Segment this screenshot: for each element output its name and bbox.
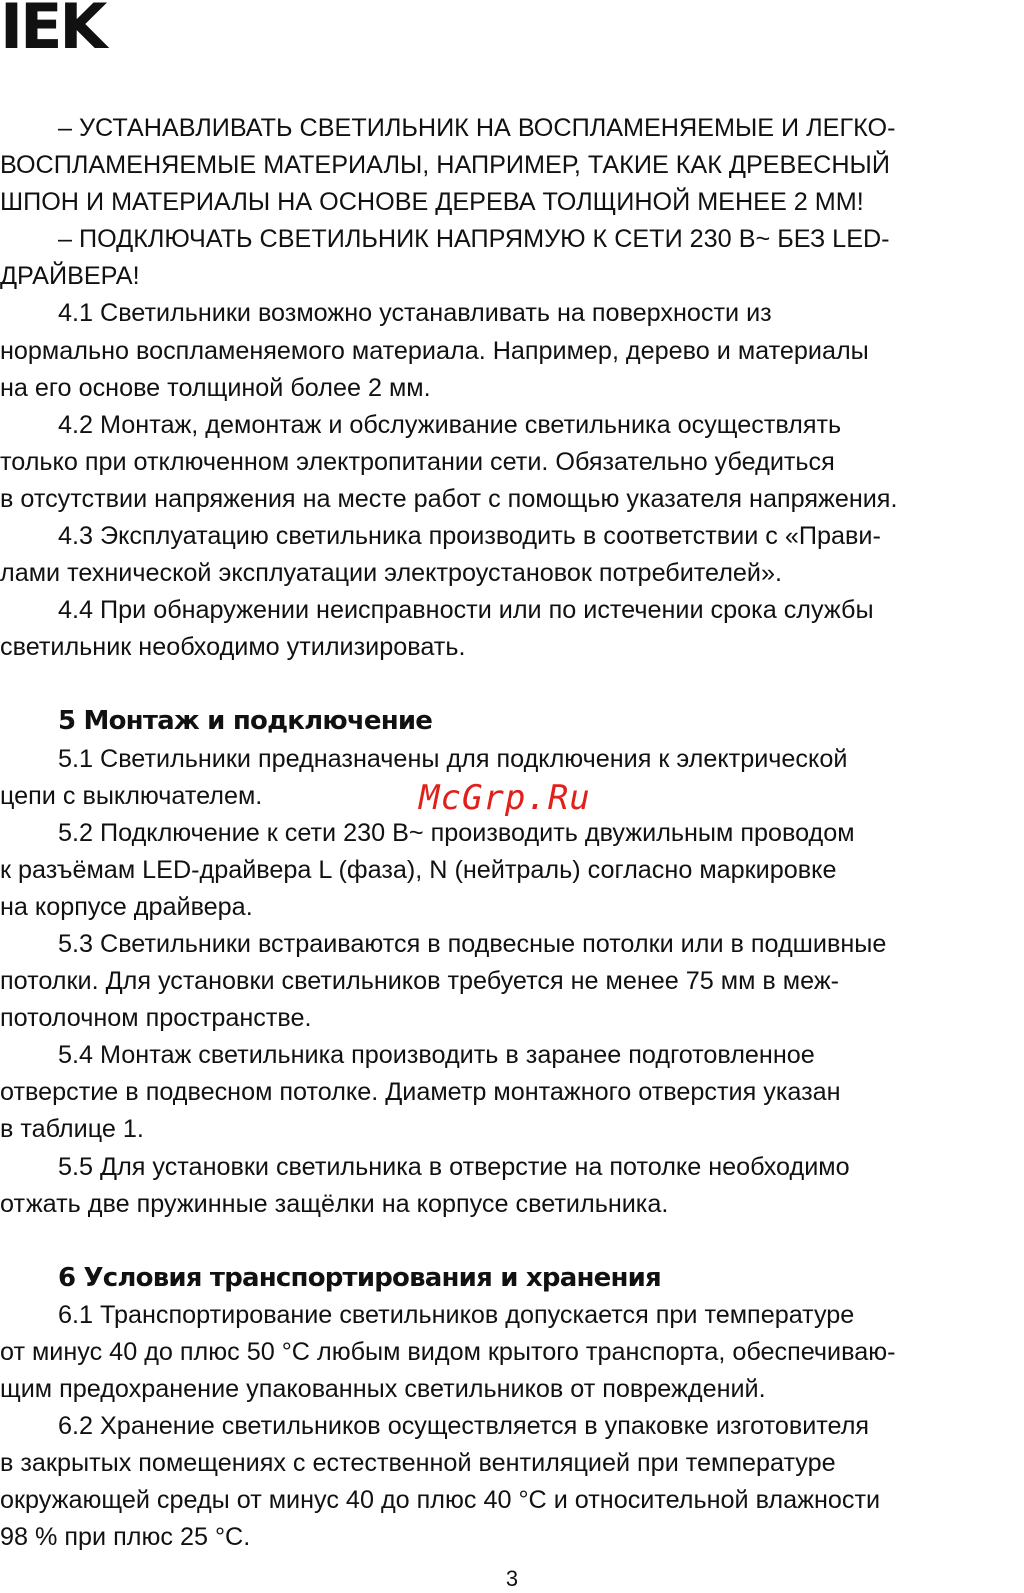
text-line: – УСТАНАВЛИВАТЬ СВЕТИЛЬНИК НА ВОСПЛАМЕНЯЕМЫЕ И ЛЕГКО- — [58, 114, 896, 142]
paragraph — [0, 1297, 1024, 1408]
text-line: потолочном пространстве. — [0, 1004, 312, 1033]
text-line: 5.3 Светильники встраиваются в подвесные потолки или в подшивные — [58, 929, 887, 958]
text-line: потолки. Для установки светильников требуется не менее 75 мм в меж- — [0, 967, 840, 996]
text-line: ШПОН И МАТЕРИАЛЫ НА ОСНОВЕ ДЕРЕВА ТОЛЩИНОЙ МЕНЕЕ 2 ММ! — [0, 188, 864, 217]
section-heading: 5 Монтаж и подключение — [58, 706, 433, 737]
section-heading: 6 Условия транспортирования и хранения — [58, 1262, 661, 1293]
text-line: ВОСПЛАМЕНЯЕМЫЕ МАТЕРИАЛЫ, НАПРИМЕР, ТАКИЕ КАК ДРЕВЕСНЫЙ — [0, 151, 890, 180]
text-line: 5.1 Светильники предназначены для подключения к электрической — [58, 744, 848, 773]
text-line: отверстие в подвесном потолке. Диаметр монтажного отверстия указан — [0, 1078, 841, 1107]
text-line: от минус 40 до плюс 50 °С любым видом крытого транспорта, обеспечиваю- — [0, 1337, 896, 1366]
text-line: на корпусе драйвера. — [0, 892, 253, 921]
document-body — [0, 110, 1024, 1556]
iek-logo: IEK — [0, 0, 105, 63]
text-line: ДРАЙВЕРА! — [0, 262, 140, 291]
text-line: отжать две пружинные защёлки на корпусе светильника. — [0, 1189, 669, 1218]
text-line: лами технической эксплуатации электроустановок потребителей». — [0, 559, 782, 588]
text-line: 6.2 Хранение светильников осуществляется в упаковке изготовителя — [58, 1412, 870, 1441]
text-line: цепи с выключателем. — [0, 781, 263, 810]
text-line: 98 % при плюс 25 °С. — [0, 1523, 251, 1552]
text-line: нормально воспламеняемого материала. Например, дерево и материалы — [0, 336, 869, 365]
watermark: McGrp.Ru — [419, 778, 591, 818]
paragraph — [0, 518, 1024, 592]
paragraph — [0, 1037, 1024, 1148]
page-number: 3 — [505, 1566, 519, 1591]
paragraph — [0, 1149, 1024, 1223]
text-line: – ПОДКЛЮЧАТЬ СВЕТИЛЬНИК НАПРЯМУЮ К СЕТИ 230 В~ БЕЗ LED- — [58, 225, 890, 254]
text-line: 5.5 Для установки светильника в отверстие на потолке необходимо — [58, 1152, 850, 1181]
text-line: 4.3 Эксплуатацию светильника производить в соответствии с «Прави- — [58, 522, 881, 551]
text-line: 4.2 Монтаж, демонтаж и обслуживание светильника осуществлять — [58, 410, 842, 439]
text-line: в отсутствии напряжения на месте работ с помощью указателя напряжения. — [0, 484, 898, 513]
paragraph — [0, 110, 1024, 221]
paragraph — [0, 1408, 1024, 1556]
text-line: окружающей среды от минус 40 до плюс 40 °С и относительной влажности — [0, 1486, 881, 1515]
text-line: 4.4 При обнаружении неисправности или по истечении срока службы — [58, 596, 874, 625]
text-line: в таблице 1. — [0, 1115, 144, 1144]
text-line: только при отключенном электропитании сети. Обязательно убедиться — [0, 447, 835, 476]
paragraph — [0, 407, 1024, 518]
paragraph — [0, 815, 1024, 926]
paragraph — [0, 926, 1024, 1037]
text-line: светильник необходимо утилизировать. — [0, 633, 466, 662]
text-line: в закрытых помещениях с естественной вентиляцией при температуре — [0, 1449, 836, 1478]
text-line: к разъёмам LED-драйвера L (фаза), N (нейтраль) согласно маркировке — [0, 855, 837, 884]
text-line: 6.1 Транспортирование светильников допускается при температуре — [58, 1300, 855, 1329]
text-line: 5.4 Монтаж светильника производить в заранее подготовленное — [58, 1041, 815, 1070]
text-line: щим предохранение упакованных светильников от повреждений. — [0, 1375, 766, 1403]
paragraph — [0, 592, 1024, 666]
paragraph — [0, 295, 1024, 406]
text-line: на его основе толщиной более 2 мм. — [0, 373, 431, 402]
paragraph — [0, 221, 1024, 295]
text-line: 5.2 Подключение к сети 230 В~ производить двужильным проводом — [58, 818, 855, 847]
text-line: 4.1 Светильники возможно устанавливать на поверхности из — [58, 299, 772, 328]
